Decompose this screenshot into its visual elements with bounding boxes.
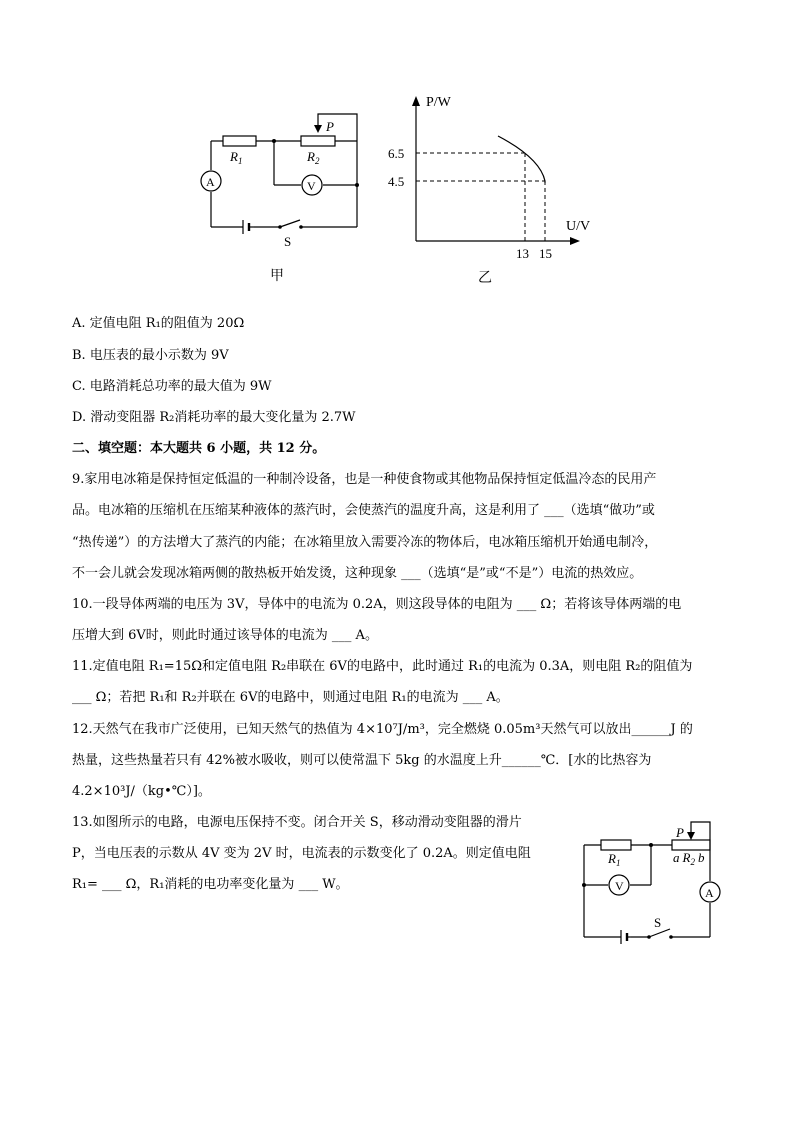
y-tick-label: 4.5 <box>388 174 405 189</box>
q13-line: R₁= ___ Ω，R₁消耗的电功率变化量为 ___ W。 <box>72 877 349 892</box>
y-axis-label: P/W <box>426 95 451 110</box>
svg-text:15 <box>539 246 552 261</box>
x-axis-label: U/V <box>566 219 591 234</box>
svg-text:P: P <box>676 825 684 840</box>
option-c: C. 电路消耗总功率的最大值为 9W <box>72 379 272 394</box>
caption-jia: 甲 <box>270 268 284 284</box>
resistor-r1 <box>223 136 256 146</box>
q11-line: 11.定值电阻 R₁=15Ω和定值电阻 R₂串联在 6V的电路中，此时通过 R₁的电流为 0.3A，则电阻 R₂的阻值为 <box>72 659 693 674</box>
q12-line: 4.2×10³J/（kg•℃）]。 <box>72 784 211 799</box>
slider-arrow-icon <box>314 125 322 133</box>
q13-line: P，当电压表的示数从 4V 变为 2V 时，电流表的示数变化了 0.2A。则定值电阻 <box>72 846 531 861</box>
x-tick-label: 13 <box>516 246 529 261</box>
slider-arrow-icon <box>687 832 695 840</box>
y-axis-arrow-icon <box>412 96 420 106</box>
power-curve <box>498 136 545 183</box>
svg-text:P/W <box>426 95 452 110</box>
svg-text:U/V <box>566 219 590 234</box>
option-d: D. 滑动变阻器 R₂消耗功率的最大变化量为 2.7W <box>72 410 356 425</box>
q13-line: 13.如图所示的电路，电源电压保持不变。闭合开关 S，移动滑动变阻器的滑片 <box>72 815 522 830</box>
caption-yi: 乙 <box>478 270 492 286</box>
q12-line: 热量，这些热量若只有 42%被水吸收，则可以使常温下 5kg 的水温度上升______℃．[水的比热容为 <box>72 753 652 768</box>
power-voltage-graph <box>382 90 607 265</box>
svg-text:V: V <box>615 879 624 893</box>
option-a: A. 定值电阻 R₁的阻值为 20Ω <box>72 316 245 331</box>
q10-line: 压增大到 6V时，则此时通过该导体的电流为 ___ A。 <box>72 628 378 643</box>
svg-text:6.5 <box>388 146 404 161</box>
svg-text:A: A <box>705 886 714 900</box>
q9-line: 品。电冰箱的压缩机在压缩某种液体的蒸汽时，会使蒸汽的温度升高，这是利用了 ___（选填“做功”或 <box>72 503 655 518</box>
section-title: 二、填空题：本大题共 6 小题，共 12 分。 <box>72 441 326 456</box>
circuit-diagram-q13 <box>575 815 725 945</box>
rheostat-r2 <box>672 840 710 850</box>
svg-text:13 <box>516 246 529 261</box>
svg-text:V: V <box>307 179 316 193</box>
svg-text:S: S <box>284 234 292 249</box>
svg-text:P <box>325 119 334 134</box>
svg-text:R1: $R_1$ <box>230 149 243 166</box>
q9-line: 9.家用电冰箱是保持恒定低温的一种制冷设备，也是一种使食物或其他物品保持恒定低温冷态的民用产 <box>72 472 657 487</box>
circuit-diagram-jia <box>190 105 375 255</box>
y-tick-label: 6.5 <box>388 146 405 161</box>
x-axis-arrow-icon <box>570 237 580 245</box>
svg-text:4.5 <box>388 174 404 189</box>
rheostat-r2 <box>301 136 335 146</box>
q9-line: “热传递”）的方法增大了蒸汽的内能；在冰箱里放入需要冷冻的物体后，电冰箱压缩机开始通电制冷， <box>72 535 658 550</box>
svg-text:R2: $R_2$ <box>307 149 320 166</box>
svg-text:A: A <box>206 175 215 189</box>
svg-text:S: S <box>654 915 662 930</box>
x-tick-label: 15 <box>539 246 552 261</box>
svg-text:aR2b: a $R_2$ b <box>673 850 705 867</box>
q11-line: ___ Ω；若把 R₁和 R₂并联在 6V的电路中，则通过电阻 R₁的电流为 ___ A。 <box>72 690 509 705</box>
q9-line: 不一会儿就会发现冰箱两侧的散热板开始发烫，这种现象 ___（选填“是”或“不是”）电流的热效应。 <box>72 566 643 581</box>
resistor-r1 <box>601 840 631 850</box>
q12-line: 12.天然气在我市广泛使用，已知天然气的热值为 4×10⁷J/m³，完全燃烧 0.05m³天然气可以放出______J 的 <box>72 722 693 737</box>
svg-text:R1: $R_1$ <box>608 851 621 868</box>
option-b: B. 电压表的最小示数为 9V <box>72 348 229 363</box>
label-p: P <box>326 119 334 134</box>
q10-line: 10.一段导体两端的电压为 3V，导体中的电流为 0.2A，则这段导体的电阻为 ___ Ω；若将该导体两端的电 <box>72 597 682 612</box>
